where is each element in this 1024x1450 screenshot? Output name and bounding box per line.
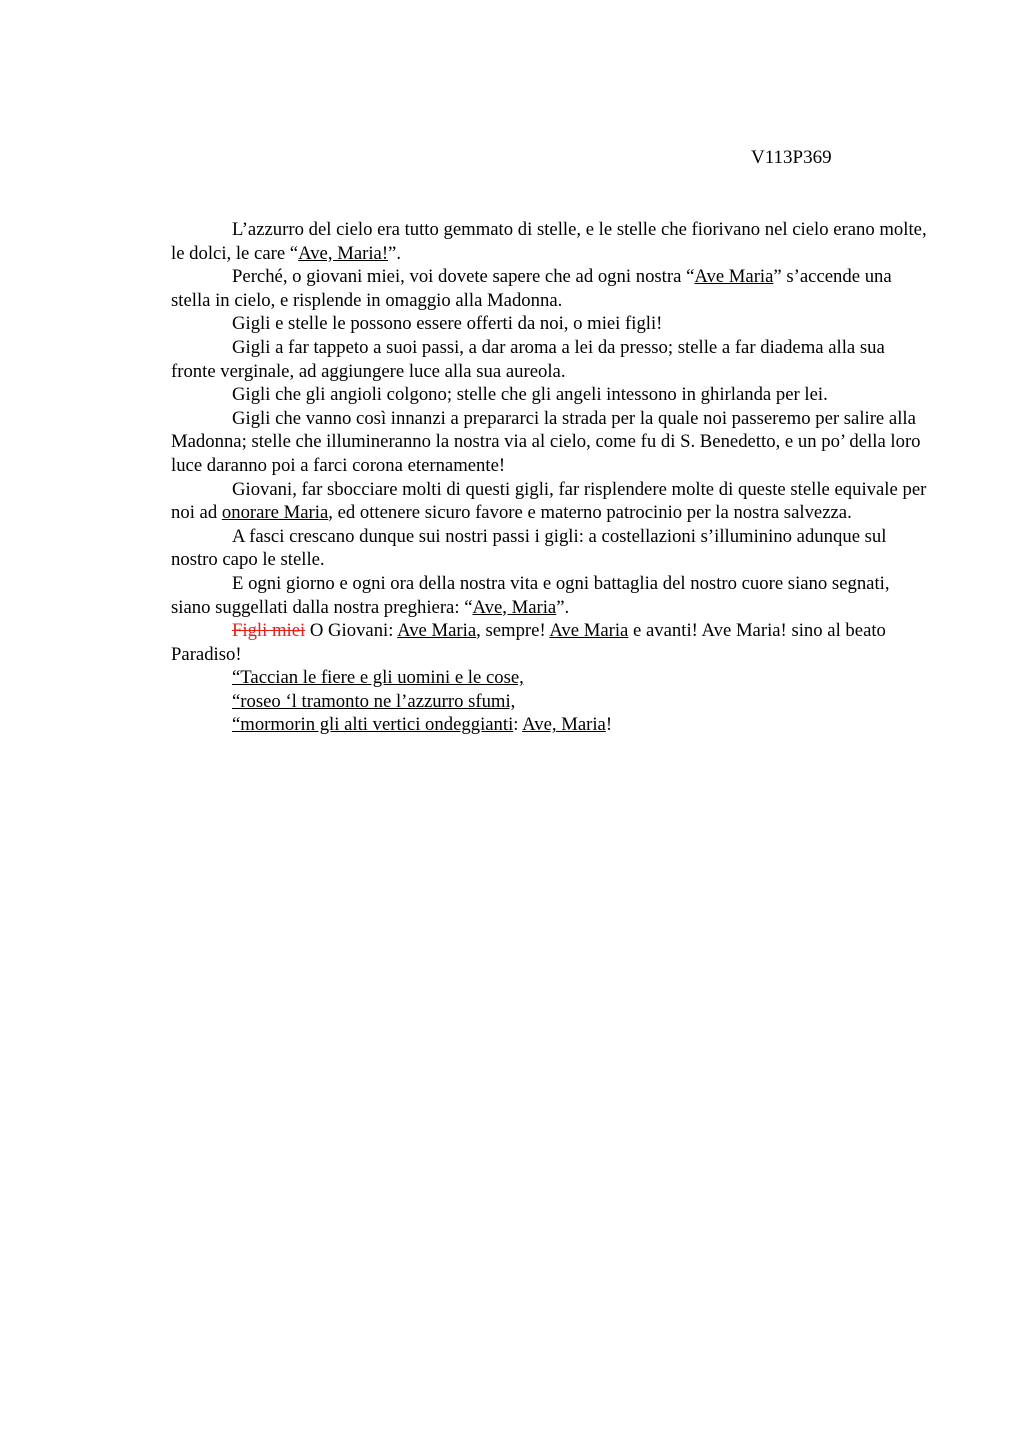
poem-line-3: “mormorin gli alti vertici ondeggianti: Ave, Maria!: [232, 714, 613, 736]
underlined-phrase: Ave, Maria!: [298, 242, 389, 264]
paragraph-1: L’azzurro del cielo era tutto gemmato di stelle, e le stelle che fiorivano nel cielo erano molte, le dolci, le care “Ave, Maria!”.: [171, 219, 927, 264]
underlined-phrase: Ave Maria: [549, 620, 629, 642]
underlined-phrase: Ave Maria: [694, 266, 774, 288]
paragraph-9: E ogni giorno e ogni ora della nostra vita e ogni battaglia del nostro cuore siano segnati, siano suggellati dalla nostra preghiera: “Ave, Maria”.: [171, 572, 890, 618]
underlined-phrase: Ave, Maria: [472, 596, 557, 618]
paragraph-3: Gigli e stelle le possono essere offerti da noi, o miei figli!: [232, 313, 663, 335]
paragraph-4: Gigli a far tappeto a suoi passi, a dar aroma a lei da presso; stelle a far diadema alla sua fronte verginale, ad aggiungere luce alla sua aureola.: [171, 336, 885, 382]
paragraph-closing: Figli miei O Giovani: Ave Maria, sempre! Ave Maria e avanti! Ave Maria! sino al beato Paradiso!: [171, 620, 886, 665]
struck-out-text: Figli miei: [232, 620, 306, 642]
underlined-phrase: onorare Maria: [221, 502, 329, 524]
underlined-phrase: Ave Maria: [397, 620, 477, 642]
paragraph-7: Giovani, far sbocciare molti di questi gigli, far risplendere molte di queste stelle equivale per noi ad onorare Maria, ed ottenere sicuro favore e materno patrocinio per la nostra salvezza.: [171, 478, 927, 524]
paragraph-2: Perché, o giovani miei, voi dovete sapere che ad ogni nostra “Ave Maria” s’accende una stella in cielo, e risplende in omaggio alla Madonna.: [171, 266, 892, 311]
paragraph-6: Gigli che vanno così innanzi a prepararci la strada per la quale noi passeremo per salire alla Madonna; stelle che illumineranno la nostra via al cielo, come fu di S. Benedetto, e un po’ della loro luce daranno poi a farci corona eternamente!: [171, 407, 921, 476]
paragraph-5: Gigli che gli angioli colgono; stelle che gli angeli intessono in ghirlanda per lei.: [232, 384, 828, 406]
poem-line-1: “Taccian le fiere e gli uomini e le cose,: [232, 667, 524, 689]
poem-line-2: “roseo ‘l tramonto ne l’azzurro sfumi,: [232, 690, 516, 712]
page-reference: V113P369: [751, 147, 832, 168]
paragraph-8: A fasci crescano dunque sui nostri passi i gigli: a costellazioni s’illuminino adunque sul nostro capo le stelle.: [171, 525, 887, 571]
document-body: [171, 218, 933, 737]
